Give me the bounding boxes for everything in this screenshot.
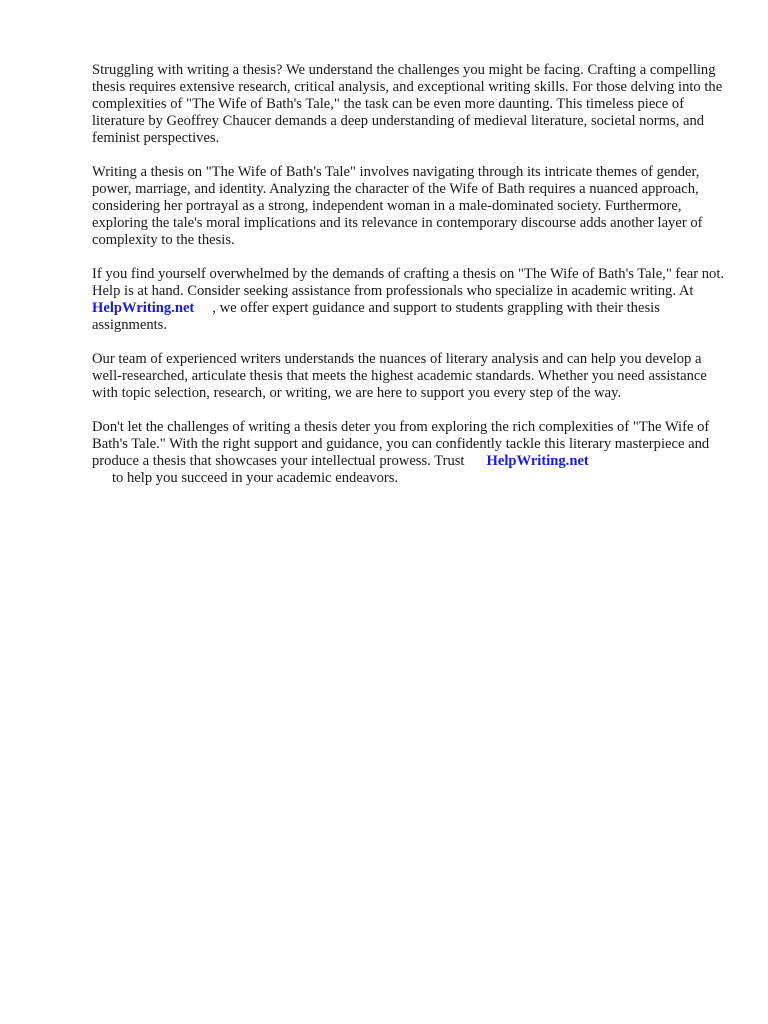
helpwriting-link[interactable]: HelpWriting.net: [92, 300, 195, 316]
paragraph-themes: Writing a thesis on "The Wife of Bath's Tale" involves navigating through its intricate themes of gender, power, marriage, and identity. Analyzing the character of the Wife of Bath requires a nuanced approach, considering her portrayal as a strong, independent woman in a male-dominated society. Furthermore, exploring the tale's moral implications and its relevance in contemporary discourse adds another layer of complexity to the thesis.: [92, 164, 703, 248]
document-body: [92, 62, 732, 504]
paragraph-intro: Struggling with writing a thesis? We understand the challenges you might be facing. Crafting a compelling thesis requires extensive research, critical analysis, and exceptional writing skills. For those delving into the complexities of "The Wife of Bath's Tale," the task can be even more daunting. This timeless piece of literature by Geoffrey Chaucer demands a deep understanding of medieval literature, societal norms, and feminist perspectives.: [92, 62, 723, 146]
paragraph-closing-text: Don't let the challenges of writing a thesis deter you from exploring the rich complexities of "The Wife of Bath's Tale." With the right support and guidance, you can confidently tackle this literary masterpiece and produce a thesis that showcases your intellectual prowess. Trust: [92, 419, 710, 469]
paragraph-help-text-after: , we offer expert guidance and support to students grappling with their thesis assignments.: [92, 300, 660, 333]
helpwriting-link-closing[interactable]: HelpWriting.net: [486, 453, 589, 469]
paragraph-help: [92, 266, 732, 334]
paragraph-team: Our team of experienced writers understands the nuances of literary analysis and can help you develop a well-researched, articulate thesis that meets the highest academic standards. Whether you need assistance with topic selection, research, or writing, we are here to support you every step of the way.: [92, 351, 707, 401]
paragraph-closing-text-after: to help you succeed in your academic endeavors.: [112, 470, 399, 486]
paragraph-closing: [92, 419, 732, 487]
paragraph-help-text: If you find yourself overwhelmed by the demands of crafting a thesis on "The Wife of Bath's Tale," fear not. Help is at hand. Consider seeking assistance from professionals who specialize in academic writing. At: [92, 266, 725, 299]
